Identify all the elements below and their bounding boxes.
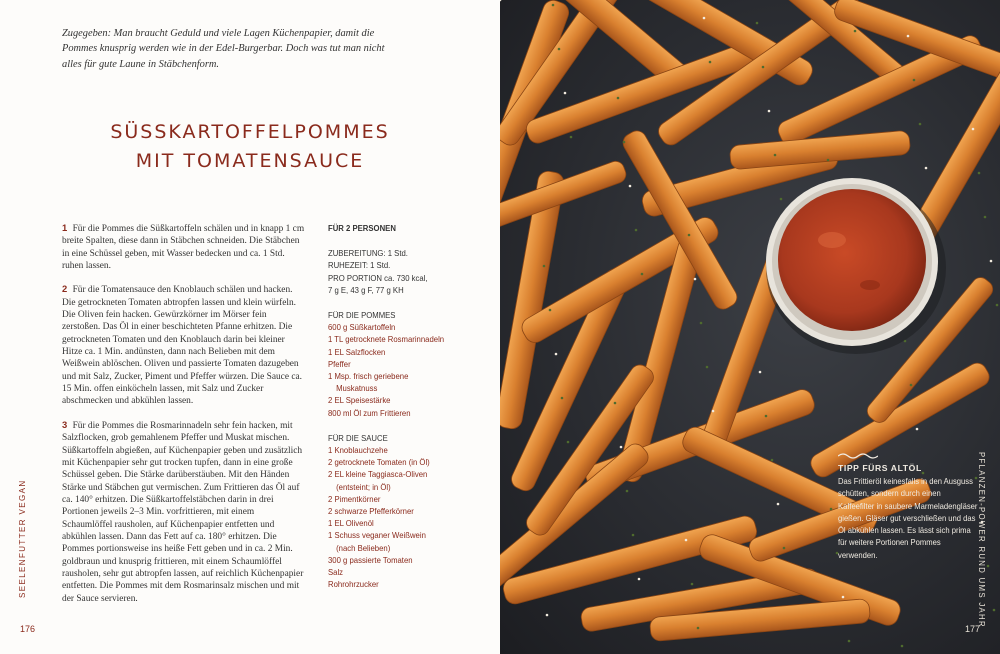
herb-fleck [916,428,919,431]
herb-fleck [694,278,697,281]
herb-fleck [712,410,715,413]
herb-fleck [830,508,833,511]
ingredient-item: 1 EL Olivenöl [328,518,374,529]
ingredient-item: (nach Belieben) [336,542,391,553]
herb-fleck [641,273,644,276]
herb-fleck [777,503,780,506]
herb-fleck [638,578,641,581]
herb-fleck [987,565,990,568]
tip-text: Das Frittieröl keinesfalls in den Ausguss schütten, sondern durch einen Kaffeefilter in saubere Marmeladengläser gießen. Gläser gut verschließen und das Öl abkühlen lassen. Es lässt sich prima für weitere Portionen Pommes verwenden. [838,476,978,560]
nutrition-line-2: 7 g E, 43 g F, 77 g KH [328,284,404,295]
herb-fleck [626,490,629,493]
herb-fleck [990,260,993,263]
servings: FÜR 2 PERSONEN [328,223,396,233]
herb-fleck [910,384,913,387]
recipe-title [40,118,460,176]
herb-fleck [993,609,996,612]
step-3 [62,419,306,605]
herb-fleck [780,198,783,201]
section-label-right: PFLANZEN-POWER RUND UMS JAHR [977,452,986,628]
herb-fleck [978,172,981,175]
herb-fleck [925,167,928,170]
fry [500,159,628,241]
herb-fleck [848,640,851,643]
step-1 [62,222,306,272]
herb-fleck [546,614,549,617]
herb-fleck [567,441,570,444]
herb-fleck [907,35,910,38]
herb-fleck [543,265,546,268]
herb-fleck [691,583,694,586]
herb-fleck [688,234,691,237]
herb-fleck [842,596,845,599]
step-text: Für die Pommes die Süßkartoffeln schälen und in knapp 1 cm breite Spalten, diese dann in Stäbchen schneiden. Die Stäbchen in eine Schüssel geben, mit Wasser bedecken und ca. 1 Std. ruhen lassen. [62,224,305,272]
step-text: Für die Pommes die Rosmarinnadeln sehr fein hacken, mit Salzflocken, grob gemahlenem Pfeffer und Muskat mischen. Süßkartoffeln abgießen, auf Küchenpapier geben und zusätzlich mit Küchenpapier sehr gut trocken tupfen, dann in eine große Schüssel geben. Die Stärke darüberstäuben. Mit den Händen Stärke und Stäbchen gut vermischen. Zum Frittieren das Öl auf ca. 140° erhitzen. Die Süßkartoffelstäbchen darin in drei Portionen jeweils 2–3 Min. vorfrittieren, mit einem Schaumlöffel rausholen, auf Küchenpapier entfetten und abkühlen lassen. Dann das Fett auf ca. 180° erhitzen. Die Pommes portionsweise ins heiße Fett geben und in ca. 2 Min. goldbraun und knusprig frittieren, mit einem Schaumlöffel rausholen, sehr gut abtropfen lassen, auf reichlich Küchenpapier entfetten. Die Pommes mit dem Rosmarinsalz mischen und mit der Sauce servieren. [62,420,304,604]
herb-fleck [558,48,561,51]
ingredient-item: 1 EL Salzflocken [328,346,386,357]
ingredient-item: 2 schwarze Pfefferkörner [328,506,414,517]
herb-fleck [620,446,623,449]
herb-fleck [768,110,771,113]
herb-fleck [570,136,573,139]
herb-fleck [996,304,999,307]
herb-fleck [854,30,857,33]
step-number: 1 [62,222,68,233]
herb-fleck [500,0,501,1]
step-number: 2 [62,283,68,295]
ingredient-item: 1 Msp. frisch geriebene [328,371,409,382]
ingredient-item: Muskatnuss [336,383,378,394]
step-2 [62,283,306,407]
wave-icon [838,452,878,460]
herb-fleck [564,92,567,95]
ingredient-item: 2 EL Speisestärke [328,395,391,406]
herb-fleck [555,353,558,356]
herb-fleck [614,402,617,405]
herb-fleck [913,79,916,82]
herb-fleck [709,61,712,64]
instructions [62,222,306,616]
herb-fleck [635,229,638,232]
herb-fleck [756,22,759,25]
herb-fleck [901,645,904,648]
prep-time: ZUBEREITUNG: 1 Std. [328,248,408,259]
herb-fleck [827,159,830,162]
herb-fleck [700,322,703,325]
ingredient-item: Pfeffer [328,358,351,369]
herb-fleck [762,66,765,69]
intro-text: Zugegeben: Man braucht Geduld und viele Lagen Küchenpapier, damit die Pommes knusprig werden wie in der Edel-Burgerbar. Doch was tut man nicht alles für gute Laune in Stäbchenform. [62,28,385,70]
ingredient-item: 300 g passierte Tomaten [328,554,413,565]
ingredient-item: 1 Schuss veganer Weißwein [328,530,426,541]
ingredient-item: 2 Pimentkörner [328,493,381,504]
herb-fleck [771,459,774,462]
herb-fleck [765,415,768,418]
herb-fleck [561,397,564,400]
herb-fleck [617,97,620,100]
herb-fleck [629,185,632,188]
ingredient-item: 800 ml Öl zum Frittieren [328,407,411,418]
herb-fleck [552,4,555,7]
herb-fleck [632,534,635,537]
herb-fleck [972,128,975,131]
herb-fleck [774,154,777,157]
ingredient-item: 1 TL getrocknete Rosmarinnadeln [328,334,445,345]
page-number-left: 176 [20,624,36,634]
title-line-2: MIT TOMATENSAUCE [135,150,365,172]
herb-fleck [697,627,700,630]
ingredient-item: 2 getrocknete Tomaten (in Öl) [328,457,430,468]
herb-fleck [759,371,762,374]
tip-title: TIPP FÜRS ALTÖL [838,463,922,473]
herb-fleck [783,547,786,550]
herb-fleck [706,366,709,369]
pommes-heading: FÜR DIE POMMES [328,310,396,321]
ingredient-item: 1 Knoblauchzehe [328,445,388,456]
herb-fleck [685,539,688,542]
step-number: 3 [62,418,68,430]
herb-fleck [549,309,552,312]
ingredients-panel [328,222,454,590]
tip-box [838,452,980,561]
ingredient-item: Salz [328,567,344,578]
sauce-heading: FÜR DIE SAUCE [328,432,388,443]
nutrition-line-1: PRO PORTION ca. 730 kcal, [328,272,428,283]
sauce-bowl [766,178,946,354]
title-line-1: SÜSSKARTOFFELPOMMES [110,121,390,143]
ingredient-item: Rohrohrzucker [328,579,379,590]
page-number-right: 177 [964,624,980,634]
step-text: Für die Tomatensauce den Knoblauch schälen und hacken. Die getrockneten Tomaten abtropfen lassen und klein würfeln. Die Oliven fein hacken. Gewürzkörner im Mörser fein zerstoßen. Das Öl in einer beschichteten Pfanne erhitzen. Die getrockneten Tomaten und den Knoblauch darin bei kleiner Hitze ca. 1 Min. andünsten, dann nach Belieben mit dem Weißwein ablöschen. Oliven und passierte Tomaten dazugeben und mit Salz, Zucker, Piment und Pfeffer würzen. Die Sauce ca. 15 Min. offen einköcheln lassen, mit Salz und Zucker abschmecken und abkühlen lassen. [62,285,303,407]
herb-fleck [623,141,626,144]
herb-fleck [703,17,706,20]
ingredient-item: (entsteint; in Öl) [336,481,391,492]
ingredient-item: 600 g Süßkartoffeln [328,322,396,333]
ingredient-item: 2 EL kleine Taggiasca-Oliven [328,469,428,480]
herb-fleck [919,123,922,126]
section-label-left: SEELENFUTTER VEGAN [18,479,27,598]
rest-time: RUHEZEIT: 1 Std. [328,260,391,271]
herb-fleck [984,216,987,219]
